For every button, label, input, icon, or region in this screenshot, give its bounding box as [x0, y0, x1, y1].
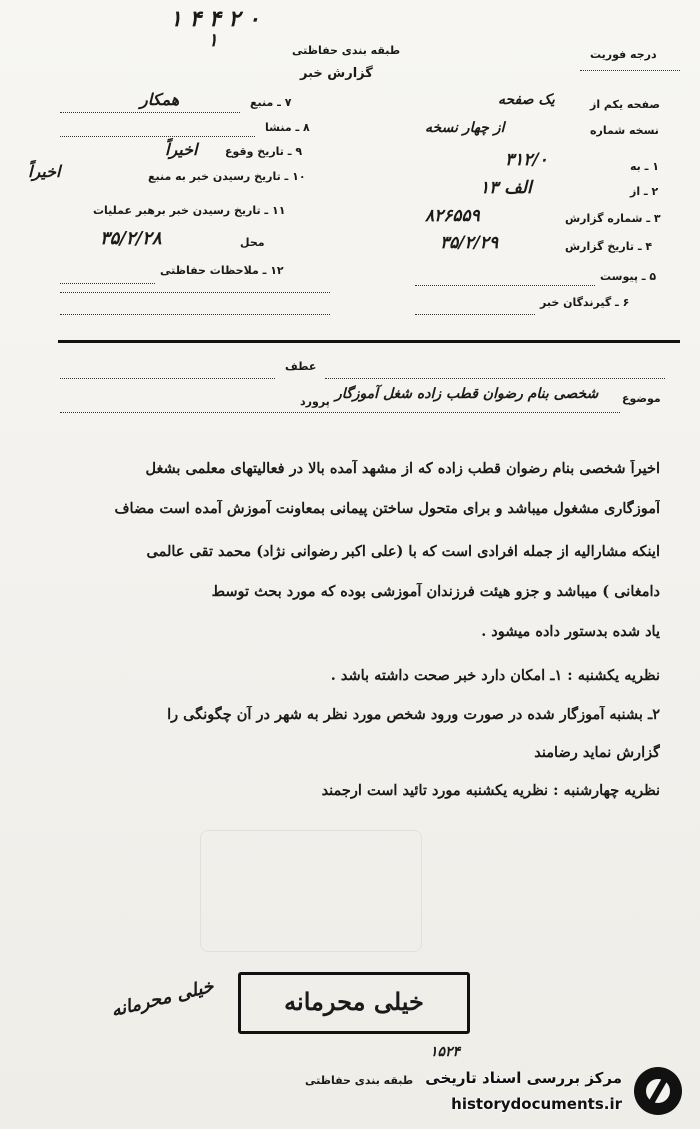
field-source-value: همکار [140, 90, 180, 109]
footer-number: ۱۵۲۴ [430, 1044, 461, 1060]
opinion-line-4: نظریه چهارشنبه : نظریه یکشنبه مورد تائید است ارجمند [321, 782, 660, 799]
field-security-notes-line-3 [60, 314, 330, 315]
field-security-notes-label: ۱۲ ـ ملاحظات حفاظتی [160, 264, 284, 277]
watermark-text-en: historydocuments.ir [451, 1095, 622, 1113]
header-org: طبقه بندی حفاظتی [292, 44, 401, 57]
field-from-value: ۱۳ الف [480, 178, 532, 198]
field-source-label: ۷ ـ منبع [250, 96, 292, 109]
confidential-stamp-text: خیلی محرمانه [284, 987, 424, 1016]
field-place-label: محل [240, 236, 265, 249]
field-page-value: یک صفحه [498, 92, 555, 108]
field-to-label: ۱ ـ به [630, 160, 659, 173]
field-received-ops-label: ۱۱ ـ تاریخ رسیدن خبر برهبر عملیات [93, 204, 286, 217]
handwritten-signature: خیلی محرمانه [109, 975, 216, 1022]
field-report-number-value: ۸۲۶۵۵۹ [425, 206, 480, 226]
subject-tail: پرورد [300, 395, 330, 408]
body-line-5: یاد شده بدستور داده میشود . [481, 623, 660, 640]
field-received-source-value: اخیراً [28, 162, 61, 181]
field-place-value: ۳۵/۲/۲۸ [100, 228, 162, 249]
priority-label: درجه فوریت [590, 48, 657, 61]
header-title: گزارش خبر [300, 66, 373, 81]
field-report-date-value: ۳۵/۲/۲۹ [440, 233, 499, 253]
field-recipients-label: ۶ ـ گیرندگان خبر [540, 296, 630, 309]
subject-label: موضوع [622, 392, 661, 405]
field-security-notes-line-1 [60, 283, 155, 284]
opinion-line-3: گزارش نماید رضامند [534, 744, 660, 761]
priority-line [580, 70, 680, 71]
field-from-label: ۲ ـ از [630, 185, 659, 198]
footer-org: طبقه بندی حفاظتی [305, 1074, 414, 1087]
field-origin-label: ۸ ـ منشا [265, 121, 310, 134]
field-page-label: صفحه یکم از [590, 98, 661, 111]
field-security-notes-line-2 [60, 292, 330, 293]
body-line-1: اخیراً شخصی بنام رضوان قطب زاده که از مشهد آمده بالا در فعالیتهای معلمی بشغل [145, 460, 660, 477]
subject-line [60, 412, 620, 413]
opinion-line-2: ۲ـ بشنبه آموزگار شده در صورت ورود شخص مورد نظر به شهر در آن چگونگی را [167, 706, 660, 723]
field-recipients-line [415, 314, 535, 315]
field-copy-value: از چهار نسخه [425, 120, 505, 136]
watermark-logo-icon [634, 1067, 682, 1115]
reference-line-left [60, 378, 275, 379]
watermark-text-fa: مرکز بررسی اسناد تاریخی [425, 1069, 622, 1087]
field-occurrence-value: اخیراً [165, 140, 198, 159]
field-received-source-label: ۱۰ ـ تاریخ رسیدن خبر به منبع [148, 170, 306, 183]
field-occurrence-label: ۹ ـ تاریخ وقوع [225, 145, 303, 158]
page-ghost-shape [200, 830, 422, 952]
field-attachment-line [415, 285, 595, 286]
reference-label: عطف [285, 360, 317, 373]
body-line-4: دامغانی ) میباشد و جزو هیئت فرزندان آموزشی بوده که مورد بحث توسط [211, 583, 660, 600]
field-attachment-label: ۵ ـ پیوست [600, 270, 657, 283]
top-handwriting: ۱ ۴ ۴ ۲ ۰ [170, 6, 260, 32]
top-left-mark: ۱ [208, 30, 218, 51]
body-line-3: اینکه مشارالیه از جمله افرادی است که با (علی اکبر رضوانی نژاد) محمد تقی عالمی [146, 543, 660, 560]
field-copy-label: نسخه شماره [590, 124, 659, 137]
field-source-line [60, 112, 240, 113]
section-divider [58, 340, 680, 343]
body-line-2: آموزگاری مشغول میباشد و برای متحول ساختن پیمانی بمعاونت آموزش آمده است مضاف [114, 500, 660, 517]
field-to-value: ۳۱۲/۰ [505, 150, 548, 170]
opinion-line-1: نظریه یکشنبه : ۱ـ امکان دارد خبر صحت داشته باشد . [330, 667, 660, 684]
reference-line-right [325, 378, 665, 379]
field-origin-line [60, 136, 255, 137]
subject-value: شخصی بنام رضوان قطب زاده شغل آموزگار [335, 386, 599, 402]
field-report-date-label: ۴ ـ تاریخ گزارش [565, 240, 653, 253]
field-report-number-label: ۳ ـ شماره گزارش [565, 212, 661, 225]
confidential-stamp [238, 972, 470, 1034]
